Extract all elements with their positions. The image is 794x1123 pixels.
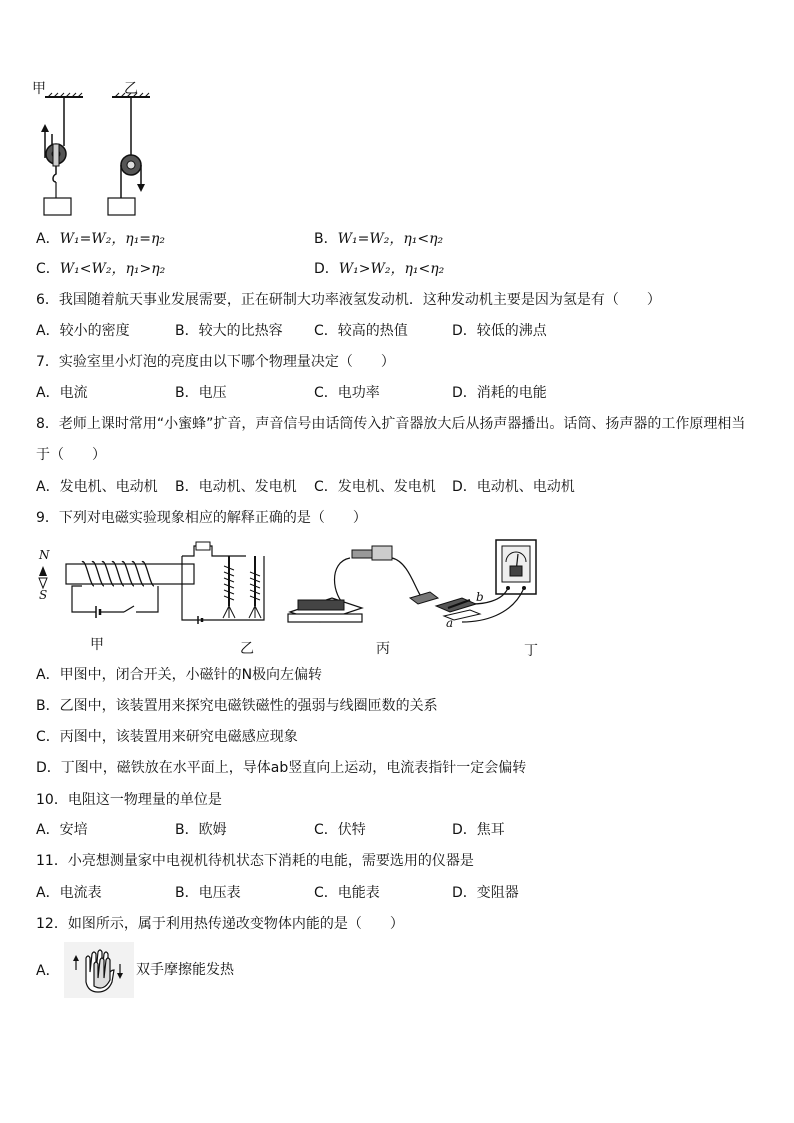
pulley-label-yi: 乙 <box>124 81 138 97</box>
hands-rubbing-drawing <box>64 942 134 998</box>
figure-label-yi: 乙 <box>240 641 254 657</box>
pulley-label-jia: 甲 <box>32 81 46 97</box>
q6-stem: 6．我国随着航天事业发展需要，正在研制大功率液氢发动机．这种发动机主要是因为氢是有（ ） <box>36 292 661 308</box>
q6-option-a: A．较小的密度 <box>36 323 130 339</box>
q7-option-c: C．电功率 <box>314 385 380 401</box>
q11-option-b: B．电压表 <box>175 885 241 901</box>
q12-option-a-text: 双手摩擦能发热 <box>136 962 234 978</box>
q8-option-b: B．电动机、发电机 <box>175 479 297 495</box>
q12-stem: 12．如图所示，属于利用热传递改变物体内能的是（ ） <box>36 916 404 932</box>
option-text: W₁>W₂，η₁<η₂ <box>338 261 445 277</box>
compass-n-label: N <box>39 548 50 562</box>
figure-label-jia: 甲 <box>90 637 104 653</box>
q9-option-b: B．乙图中，该装置用来探究电磁铁磁性的强弱与线圈匝数的关系 <box>36 698 438 714</box>
q8-stem-line1: 8．老师上课时常用“小蜜蜂”扩音，声音信号由话筒传入扩音器放大后从扬声器播出。话筒、扬声器的工作原理相当 <box>36 416 746 432</box>
q11-stem: 11．小亮想测量家中电视机待机状态下消耗的电能，需要选用的仪器是 <box>36 853 474 869</box>
q12-option-a-letter: A． <box>36 963 60 979</box>
q9-option-c: C．丙图中，该装置用来研究电磁感应现象 <box>36 729 298 745</box>
q8-stem-line2: 于（ ） <box>36 447 106 463</box>
option-letter: B． <box>314 231 338 247</box>
conductor-b-label: b <box>476 590 484 604</box>
q9-option-d: D．丁图中，磁铁放在水平面上，导体ab竖直向上运动，电流表指针一定会偏转 <box>36 760 527 776</box>
q6-option-c: C．较高的热值 <box>314 323 408 339</box>
q10-option-b: B．欧姆 <box>175 822 227 838</box>
q6-option-b: B．较大的比热容 <box>175 323 283 339</box>
option-text: W₁<W₂，η₁>η₂ <box>59 261 166 277</box>
q7-option-b: B．电压 <box>175 385 227 401</box>
figure-label-ding: 丁 <box>524 643 538 659</box>
pulley-drawing <box>28 74 168 224</box>
q10-stem: 10．电阻这一物理量的单位是 <box>36 792 222 808</box>
q8-option-d: D．电动机、电动机 <box>452 479 575 495</box>
q10-option-c: C．伏特 <box>314 822 366 838</box>
figure-label-bing: 丙 <box>376 641 390 657</box>
electromagnetism-drawing <box>32 536 552 660</box>
q8-option-a: A．发电机、电动机 <box>36 479 158 495</box>
conductor-a-label: a <box>446 616 454 630</box>
option-letter: C． <box>36 261 60 277</box>
q6-option-d: D．较低的沸点 <box>452 323 547 339</box>
q5-option-b <box>314 229 443 249</box>
hands-rubbing-image <box>64 942 134 998</box>
q5-option-a <box>36 229 165 249</box>
q8-option-c: C．发电机、发电机 <box>314 479 436 495</box>
option-letter: A． <box>36 231 60 247</box>
q11-option-d: D．变阻器 <box>452 885 519 901</box>
q7-option-a: A．电流 <box>36 385 88 401</box>
q9-stem: 9．下列对电磁实验现象相应的解释正确的是（ ） <box>36 510 367 526</box>
option-text: W₁=W₂，η₁=η₂ <box>59 231 166 247</box>
pulley-figure <box>28 74 168 224</box>
q11-option-c: C．电能表 <box>314 885 380 901</box>
q5-option-d <box>314 259 444 279</box>
q9-option-a: A．甲图中，闭合开关，小磁针的N极向左偏转 <box>36 667 323 683</box>
q5-option-c <box>36 259 165 279</box>
q10-option-a: A．安培 <box>36 822 88 838</box>
q7-stem: 7．实验室里小灯泡的亮度由以下哪个物理量决定（ ） <box>36 354 395 370</box>
electromagnetism-figure <box>32 536 552 660</box>
q7-option-d: D．消耗的电能 <box>452 385 547 401</box>
q10-option-d: D．焦耳 <box>452 822 505 838</box>
option-text: W₁=W₂，η₁<η₂ <box>337 231 444 247</box>
compass-s-label: S <box>39 588 48 602</box>
q11-option-a: A．电流表 <box>36 885 102 901</box>
option-letter: D． <box>314 261 339 277</box>
